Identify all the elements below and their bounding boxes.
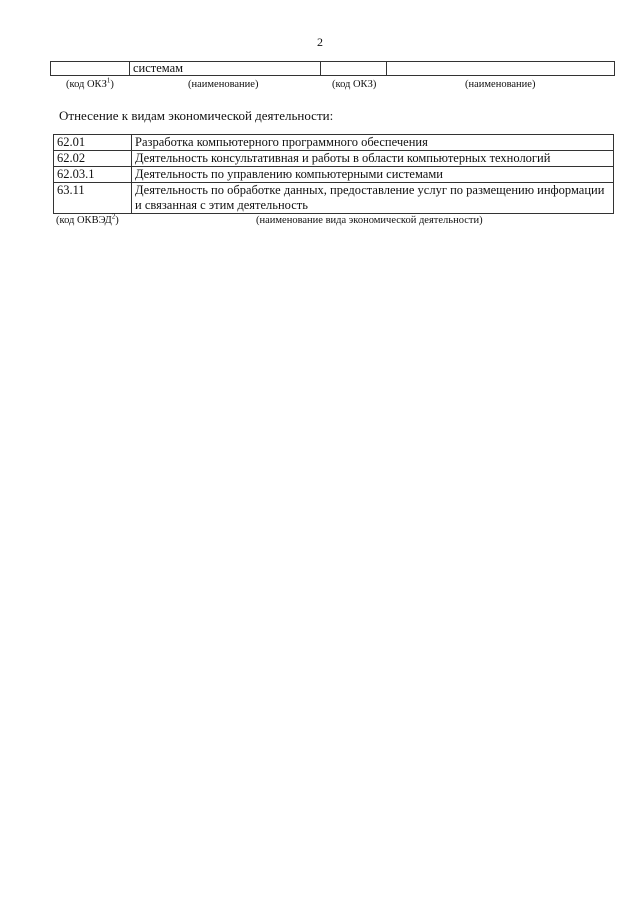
okz-code-caption-2: (код ОКЗ) (332, 79, 377, 90)
table-row (54, 135, 614, 151)
okved-name-cell: Деятельность по обработке данных, предоставление услуг по размещению информации и связанная с этим деятельность (132, 183, 614, 214)
page-number: 2 (317, 35, 323, 49)
table-row (54, 167, 614, 183)
okved-code-cell: 62.02 (54, 151, 132, 167)
okved-table (53, 134, 614, 214)
okved-code-cell: 63.11 (54, 183, 132, 214)
okz-row (51, 62, 615, 76)
okved-heading: Отнесение к видам экономической деятельности: (59, 108, 334, 123)
table-row (54, 183, 614, 214)
okz-name-cell: системам (130, 62, 321, 76)
okved-name-cell: Разработка компьютерного программного обеспечения (132, 135, 614, 151)
okz-name-caption: (наименование) (188, 79, 259, 90)
table-row (54, 151, 614, 167)
okz-code-caption: (код ОКЗ$^1$) (66, 76, 114, 90)
okved-code-cell: 62.03.1 (54, 167, 132, 183)
okved-code-cell: 62.01 (54, 135, 132, 151)
okz-name-caption-2: (наименование) (465, 79, 536, 90)
okz-table (50, 61, 615, 76)
okved-code-caption: (код ОКВЭД$^2$) (56, 212, 119, 226)
okved-name-cell: Деятельность консультативная и работы в области компьютерных технологий (132, 151, 614, 167)
okz-code-cell-2 (321, 62, 387, 76)
okz-code-cell (51, 62, 130, 76)
okved-name-cell: Деятельность по управлению компьютерными системами (132, 167, 614, 183)
okz-name-cell-2 (387, 62, 615, 76)
okved-name-caption: (наименование вида экономической деятельности) (256, 215, 483, 226)
